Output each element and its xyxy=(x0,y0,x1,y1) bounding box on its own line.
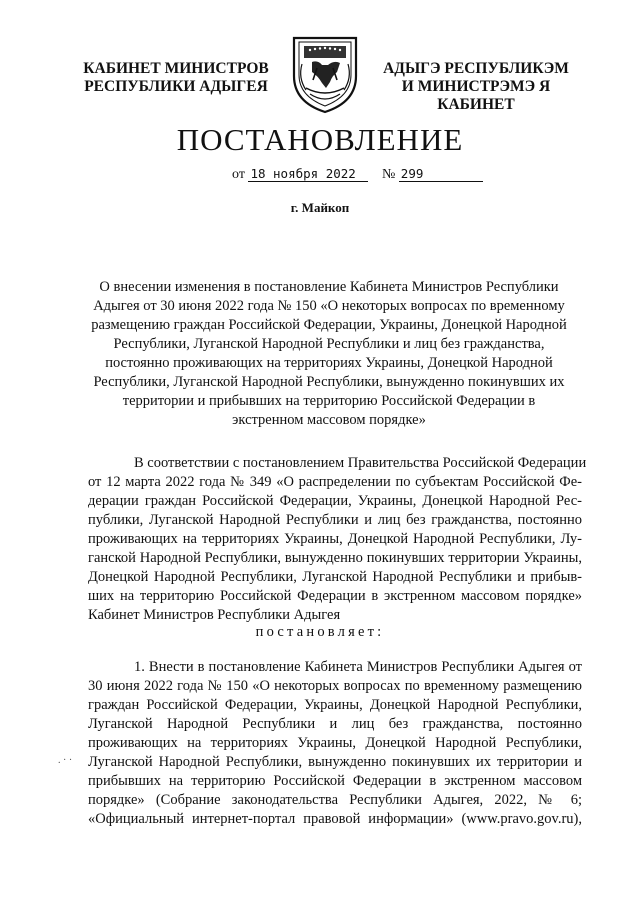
preamble-line: Донецкой Народной Республики, Луганской Народной Республики и прибыв- xyxy=(88,569,582,585)
subject-line: экстренном массовом порядке» xyxy=(232,412,426,428)
item-1-line: прибывших на территорию Российской Федерации в экстренном массовом xyxy=(88,773,582,789)
header-right-line: АДЫГЭ РЕСПУБЛИКЭМ xyxy=(383,60,569,77)
header-left-org xyxy=(60,60,292,96)
subject-line: территории и прибывших на территорию Российской Федерации в xyxy=(122,393,536,409)
subject-line: размещению граждан Российской Федерации, Украины, Донецкой Народной xyxy=(91,317,567,333)
number-sign: № xyxy=(381,167,396,182)
preamble-paragraph xyxy=(88,454,587,625)
item-1-line: проживающих на территориях Украины, Донецкой Народной Республики, xyxy=(88,735,582,751)
item-1-line: граждан Российской Федерации, Украины, Донецкой Народной Республики, xyxy=(88,697,582,713)
document-number: 299 xyxy=(399,166,483,182)
preamble-line: Кабинет Министров Республики Адыгея xyxy=(88,607,341,623)
item-1-line: 1. Внести в постановление Кабинета Министров Республики Адыгея от xyxy=(134,659,582,675)
item-1-line: Луганской Народной Республики, вынужденно покинувших их территории и xyxy=(88,754,582,770)
preamble-line: проживающих на территориях Украины, Донецкой Народной Республики, Лу- xyxy=(88,531,582,547)
item-1-paragraph xyxy=(88,658,582,829)
item-1-line: «Официальный интернет-портал правовой информации» (www.pravo.gov.ru), xyxy=(88,811,582,827)
preamble-line: от 12 марта 2022 года № 349 «О распределении по субъектам Российской Фе- xyxy=(88,474,582,490)
document-title: ПОСТАНОВЛЕНИЕ xyxy=(176,122,464,157)
subject-line: О внесении изменения в постановление Кабинета Министров Республики xyxy=(99,279,559,295)
resolves-heading: постановляет: xyxy=(255,624,385,640)
preamble-line: ганской Народной Республики, вынужденно покинувших территории Украины, xyxy=(88,550,582,566)
subject-line: постоянно проживающих на территориях Украины, Донецкой Народной xyxy=(105,355,553,371)
preamble-line: дерации граждан Российской Федерации, Украины, Донецкой Народной Рес- xyxy=(88,493,582,509)
date-prefix: от xyxy=(232,167,245,182)
item-1-line: 30 июня 2022 года № 150 «О некоторых вопросах по временному размещению xyxy=(88,678,582,694)
preamble-line: В соответствии с постановлением Правительства Российской Федерации xyxy=(134,455,587,471)
document-date: 18 ноября 2022 xyxy=(248,166,368,182)
date-number-line xyxy=(232,166,483,183)
document-subject xyxy=(88,278,570,430)
subject-line: Республики, Луганской Народной Республики и лиц без гражданства, xyxy=(113,336,545,352)
scan-margin-mark: . · · xyxy=(58,755,73,766)
preamble-line: публики, Луганской Народной Республики и лиц без гражданства, постоянно xyxy=(88,512,582,528)
header-left-line: КАБИНЕТ МИНИСТРОВ xyxy=(83,60,269,77)
header-left-line: РЕСПУБЛИКИ АДЫГЕЯ xyxy=(84,78,268,95)
city-label: г. Майкоп xyxy=(290,200,350,215)
coat-of-arms-icon xyxy=(288,32,362,114)
subject-line: Адыгея от 30 июня 2022 года № 150 «О некоторых вопросах по временному xyxy=(93,298,565,314)
subject-line: Республики, Луганской Народной Республики, вынужденно покинувших их xyxy=(93,374,565,390)
header-right-line: И МИНИСТРЭМЭ Я КАБИНЕТ xyxy=(401,78,551,113)
item-1-line: Луганской Народной Республики и лиц без гражданства, постоянно xyxy=(88,716,582,732)
item-1-line: порядке» (Собрание законодательства Республики Адыгея, 2022, № 6; xyxy=(88,792,582,808)
preamble-line: ших на территорию Российской Федерации в экстренном массовом порядке» xyxy=(88,588,582,604)
header-right-org xyxy=(362,60,590,114)
